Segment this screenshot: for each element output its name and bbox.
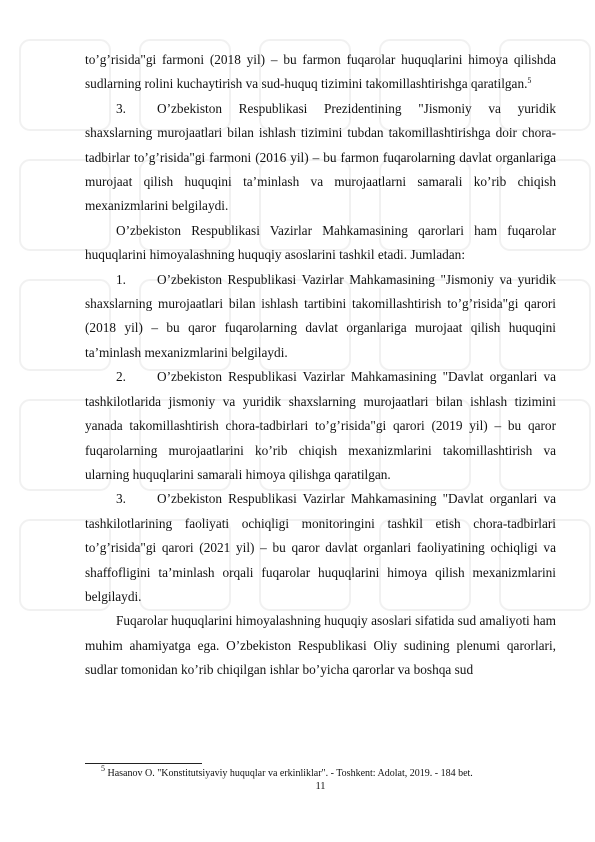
footnote-reference[interactable]: 5 bbox=[527, 76, 532, 86]
list-item-2-resolution: 2. O’zbekiston Respublikasi Vazirlar Mahkamasining "Davlat organlari va tashkilotlarida jismoniy va yuridik shaxslarning murojaatlari bilan ishlash tizimini yanada takomillashtirish chora-tadbirlari to’g’risida"gi qarori (2019 yil) – bu qaror fuqarolarning murojaatlarini ko’rib chiqish mexanizmlarini takomillashtirish va ularning huquqlarini samarali himoya qilishga qaratilgan. bbox=[85, 365, 556, 487]
footnote-text: Hasanov O. "Konstitutsiyaviy huquqlar va erkinliklar". - Toshkent: Adolat, 2019. - 184 bet. bbox=[107, 768, 473, 779]
list-number: 3. bbox=[116, 100, 126, 116]
document-body bbox=[85, 48, 556, 683]
list-number: 2. bbox=[116, 369, 126, 385]
footnote-mark: 5 bbox=[101, 764, 105, 773]
footnote bbox=[101, 764, 556, 780]
paragraph-court-practice: Fuqarolar huquqlarini himoyalashning huquqiy asoslari sifatida sud amaliyoti ham muhim ahamiyatga ega. O’zbekiston Respublikasi Oliy sudining plenumi qarorlari, sudlar tomonidan ko’rib chiqilgan ishlar bo’yicha qarorlar va boshqa sud bbox=[85, 613, 556, 678]
page-number: 11 bbox=[315, 781, 326, 792]
paragraph-continuation: to’g’risida"gi farmoni (2018 yil) – bu farmon fuqarolar huquqlarini himoya qilishda sudlarning rolini kuchaytirish va sud-huquq tizimini takomillashtirishga qaratilgan.$^5$ bbox=[85, 52, 556, 92]
list-item-1-resolution: 1. O’zbekiston Respublikasi Vazirlar Mahkamasining "Jismoniy va yuridik shaxslarning murojaatlari bilan ishlash tartibini takomillashtirish to’g’risida"gi qarori (2018 yil) – bu qaror fuqarolarning davlat organlariga murojaat qilish huquqini ta’minlash mexanizmlarini belgilaydi. bbox=[85, 268, 556, 366]
list-item-3-resolution: 3. O’zbekiston Respublikasi Vazirlar Mahkamasining "Davlat organlari va tashkilotlarining faoliyati ochiqligi monitoringini tashkil etish chora-tadbirlari to’g’risida"gi qarori (2021 yil) – bu qaror davlat organlari faoliyatining ochiqligi va shaffofligini ta’minlash orqali fuqarolar huquqlarini himoya qilish mexanizmlarini belgilaydi. bbox=[85, 487, 556, 609]
list-number: 3. bbox=[116, 491, 126, 507]
paragraph-cabinet-intro: O’zbekiston Respublikasi Vazirlar Mahkamasining qarorlari ham fuqarolar huquqlarini himoyalashning huquqiy asoslarini tashkil etadi. Jumladan: bbox=[85, 222, 556, 263]
list-number: 1. bbox=[116, 271, 126, 287]
list-item-3-decree: 3. O’zbekiston Respublikasi Prezidentining "Jismoniy va yuridik shaxslarning murojaatlari bilan ishlash tizimini tubdan takomillashtirishga doir chora-tadbirlar to’g’risida"gi farmoni (2016 yil) – bu farmon fuqarolarning davlat organlariga murojaat qilish huquqini ta’minlash va murojaatlarni samarali ko’rib chiqish mexanizmlarini belgilaydi. bbox=[85, 97, 556, 219]
